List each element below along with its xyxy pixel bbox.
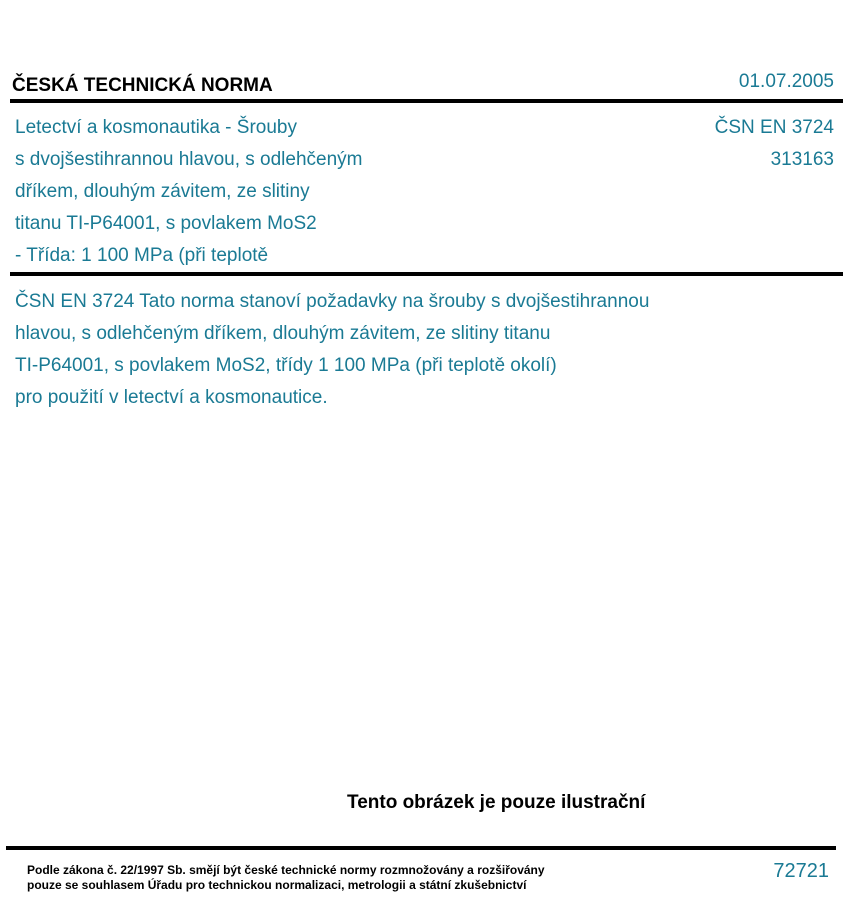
- norm-class-number: 313163: [770, 149, 834, 170]
- norm-title-line: dříkem, dlouhým závitem, ze slitiny: [15, 181, 310, 202]
- norm-title-line: - Třída: 1 100 MPa (při teplotě: [15, 245, 269, 266]
- issue-date: 01.07.2005: [738, 71, 834, 92]
- norm-title-line: s dvojšestihrannou hlavou, s odlehčeným: [15, 149, 363, 170]
- norm-title-line: titanu TI-P64001, s povlakem MoS2: [15, 213, 317, 234]
- norm-identifiers: [715, 112, 834, 176]
- footer-divider: [6, 846, 836, 850]
- document-header-title: ČESKÁ TECHNICKÁ NORMA: [12, 75, 273, 96]
- illustration-note: Tento obrázek je pouze ilustrační: [347, 792, 646, 813]
- norm-title: [15, 112, 475, 272]
- norm-abstract: [15, 286, 815, 414]
- norm-designation: ČSN EN 3724: [714, 117, 834, 138]
- legal-notice-line: Podle zákona č. 22/1997 Sb. smějí být české technické normy rozmnožovány a rozšiřovány: [27, 863, 545, 877]
- abstract-line: ČSN EN 3724 Tato norma stanoví požadavky na šrouby s dvojšestihrannou: [15, 291, 650, 312]
- header-divider: [10, 99, 843, 103]
- legal-notice: [27, 863, 545, 893]
- legal-notice-line: pouze se souhlasem Úřadu pro technickou normalizaci, metrologii a státní zkušebnictví: [27, 878, 527, 892]
- norm-title-line: Letectví a kosmonautika - Šrouby: [15, 117, 297, 138]
- abstract-line: TI-P64001, s povlakem MoS2, třídy 1 100 MPa (při teplotě okolí): [15, 355, 557, 376]
- catalog-code: 72721: [773, 860, 829, 882]
- title-divider: [10, 272, 843, 276]
- abstract-line: pro použití v letectví a kosmonautice.: [15, 387, 328, 408]
- abstract-line: hlavou, s odlehčeným dříkem, dlouhým závitem, ze slitiny titanu: [15, 323, 551, 344]
